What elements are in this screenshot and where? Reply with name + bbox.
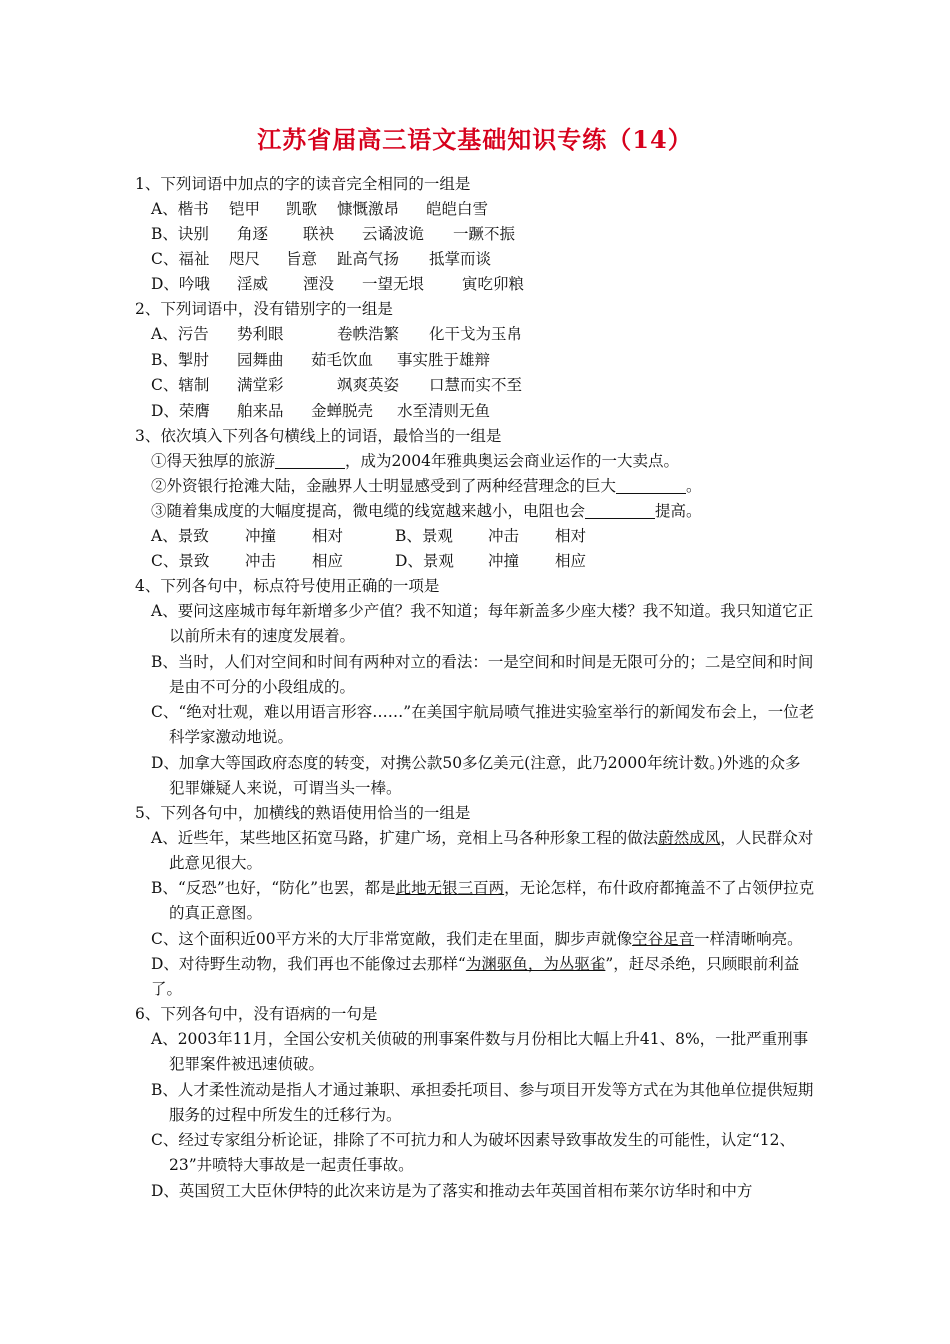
question-3-options-ab	[135, 524, 815, 549]
option-text: ，人民群众对此意见很大。	[169, 828, 814, 872]
question-1-option-d	[135, 272, 815, 297]
question-3-sentence-1	[135, 449, 815, 474]
option-word: 慷慨激昂	[337, 200, 400, 218]
option-word: 冲撞	[245, 527, 277, 545]
fill-blank	[275, 452, 345, 469]
option-word: 相对	[555, 527, 587, 545]
option-word: 咫尺	[229, 250, 261, 268]
option-word: 趾高气扬	[337, 250, 400, 268]
option-word: 舶来品	[237, 401, 284, 420]
underlined-idiom: 蔚然成风	[658, 828, 721, 847]
question-3-stem: 3、依次填入下列各句横线上的词语，最恰当的一组是	[135, 427, 502, 445]
option-word: 联袂	[303, 225, 335, 243]
question-1-option-c	[135, 247, 815, 272]
question-list	[135, 172, 815, 1204]
option-text: D、对待野生动物，我们再也不能像过去那样“	[151, 955, 466, 973]
question-5-option-a	[135, 826, 815, 876]
option-word: 凯歌	[286, 200, 318, 218]
question-2-option-d	[135, 399, 815, 425]
option-word: A、污告	[151, 325, 209, 343]
option-word: 相对	[312, 527, 344, 545]
option-word: 铠甲	[229, 200, 261, 218]
question-6-option-a: A、2003年11月，全国公安机关侦破的刑事案件数与月份相比大幅上升41、8%，一批严重刑事犯罪案件被迅速侦破。	[151, 1030, 809, 1073]
option-text: ，无论怎样，布什政府都掩盖不了占领伊拉克的真正意图。	[169, 879, 815, 922]
page-title: 江苏省届高三语文基础知识专练（14）	[257, 125, 693, 154]
option-word: 化干戈为玉帛	[429, 325, 523, 343]
question-6-option-c: C、经过专家组分析论证，排除了不可抗力和人为破坏因素导致事故发生的可能性，认定“12、23”井喷特大事故是一起责任事故。	[151, 1131, 796, 1174]
option-word: D、景观	[395, 552, 454, 570]
option-word: 茹毛饮血	[311, 350, 374, 369]
question-4-stem: 4、下列各句中，标点符号使用正确的一项是	[135, 577, 440, 595]
option-word: 冲击	[488, 527, 520, 545]
question-1-option-b	[135, 222, 815, 247]
question-2-option-b	[135, 348, 815, 374]
option-word: 冲撞	[488, 552, 520, 570]
option-word: C、辖制	[151, 376, 210, 394]
option-word: 满堂彩	[237, 376, 284, 394]
option-word: D、吟哦	[151, 275, 210, 293]
option-word: 飒爽英姿	[337, 376, 400, 394]
question-1-option-a	[135, 197, 815, 222]
question-1-stem: 1、下列词语中加点的字的读音完全相同的一组是	[135, 175, 471, 193]
question-5-option-d	[135, 952, 815, 1002]
option-word: 旨意	[286, 250, 318, 268]
question-2-option-a	[135, 322, 815, 348]
question-4-option-d: D、加拿大等国政府态度的转变，对携公款50多亿美元(注意，此乃2000年统计数。)外逃的众多犯罪嫌疑人来说，可谓当头一棒。	[151, 753, 801, 797]
option-word: 湮没	[303, 275, 335, 293]
option-word: B、掣肘	[151, 350, 209, 369]
underlined-idiom: 此地无银三百两	[395, 879, 505, 897]
option-word: 寅吃卯粮	[462, 275, 525, 293]
sentence-text: 。	[686, 477, 702, 495]
option-word: C、福祉	[151, 250, 210, 268]
option-word: 园舞曲	[237, 350, 284, 369]
option-word: B、诀别	[151, 225, 209, 243]
question-5-stem: 5、下列各句中，加横线的熟语使用恰当的一组是	[135, 803, 471, 822]
sentence-text: ②外资银行抢滩大陆，金融界人士明显感受到了两种经营理念的巨大	[151, 477, 617, 495]
sentence-text: ①得天独厚的旅游	[151, 452, 276, 470]
sentence-text: ，成为2004年雅典奥运会商业运作的一大卖点。	[345, 452, 679, 470]
option-word: 云谲波诡	[362, 225, 425, 243]
fill-blank	[585, 502, 655, 519]
option-word: 抵掌而谈	[429, 250, 492, 268]
option-word: 皑皑白雪	[426, 200, 489, 218]
question-6-option-b: B、人才柔性流动是指人才通过兼职、承担委托项目、参与项目开发等方式在为其他单位提供短期服务的过程中所发生的迁移行为。	[151, 1080, 814, 1124]
question-2-stem: 2、下列词语中，没有错别字的一组是	[135, 300, 393, 318]
question-2-option-c	[135, 373, 815, 399]
option-word: 角逐	[237, 225, 269, 243]
option-word: D、荣膺	[151, 401, 210, 420]
question-5-option-c	[135, 927, 815, 952]
fill-blank	[616, 477, 686, 494]
option-word: 一望无垠	[362, 275, 425, 293]
option-word: C、景致	[151, 552, 210, 570]
option-word: 冲击	[245, 552, 277, 570]
option-word: 金蝉脱壳	[311, 401, 374, 420]
question-3-sentence-2	[135, 474, 815, 499]
option-word: 卷帙浩繁	[337, 325, 400, 343]
option-text: A、近些年，某些地区拓宽马路，扩建广场，竞相上马各种形象工程的做法	[151, 828, 659, 847]
question-3-sentence-3	[135, 499, 815, 524]
sentence-text: ③随着集成度的大幅度提高，微电缆的线宽越来越小，电阻也会	[151, 502, 586, 520]
option-word: 势利眼	[237, 325, 284, 343]
question-6-stem: 6、下列各句中，没有语病的一句是	[135, 1005, 378, 1023]
option-word: A、楷书	[151, 200, 209, 218]
option-word: A、景致	[151, 527, 209, 545]
option-word: 水至清则无鱼	[397, 401, 491, 420]
option-text: ”，赶尽杀绝，只顾眼前利益了。	[151, 955, 800, 998]
sentence-text: 提高。	[655, 502, 702, 520]
option-word: 相应	[312, 552, 344, 570]
option-word: 淫威	[237, 275, 269, 293]
option-word: 口慧而实不至	[429, 376, 523, 394]
question-6-option-d: D、英国贸工大臣休伊特的此次来访是为了落实和推动去年英国首相布莱尔访华时和中方	[151, 1181, 753, 1200]
option-text: B、“反恐”也好，“防化”也罢，都是	[151, 879, 396, 897]
option-word: 相应	[555, 552, 587, 570]
option-word: 一蹶不振	[453, 225, 516, 243]
option-text: 一样清晰响亮。	[694, 929, 803, 948]
option-word: B、景观	[395, 527, 453, 545]
question-4-option-a: A、要问这座城市每年新增多少产值？我不知道；每年新盖多少座大楼？我不知道。我只知道它正以前所未有的速度发展着。	[151, 602, 814, 645]
question-4-option-b: B、当时，人们对空间和时间有两种对立的看法：一是空间和时间是无限可分的；二是空间和时间是由不可分的小段组成的。	[151, 652, 814, 696]
question-5-option-b	[135, 876, 815, 926]
option-text: C、这个面积近00平方米的大厅非常宽敞，我们走在里面，脚步声就像	[151, 929, 633, 948]
underlined-idiom: 为渊驱鱼，为丛驱雀	[465, 955, 606, 973]
option-word: 事实胜于雄辩	[397, 350, 491, 369]
question-4-option-c: C、“绝对壮观，难以用语言形容……”在美国宇航局喷气推进实验室举行的新闻发布会上，一位老科学家激动地说。	[151, 703, 815, 746]
underlined-idiom: 空谷足音	[632, 929, 695, 948]
question-3-options-cd	[135, 549, 815, 574]
